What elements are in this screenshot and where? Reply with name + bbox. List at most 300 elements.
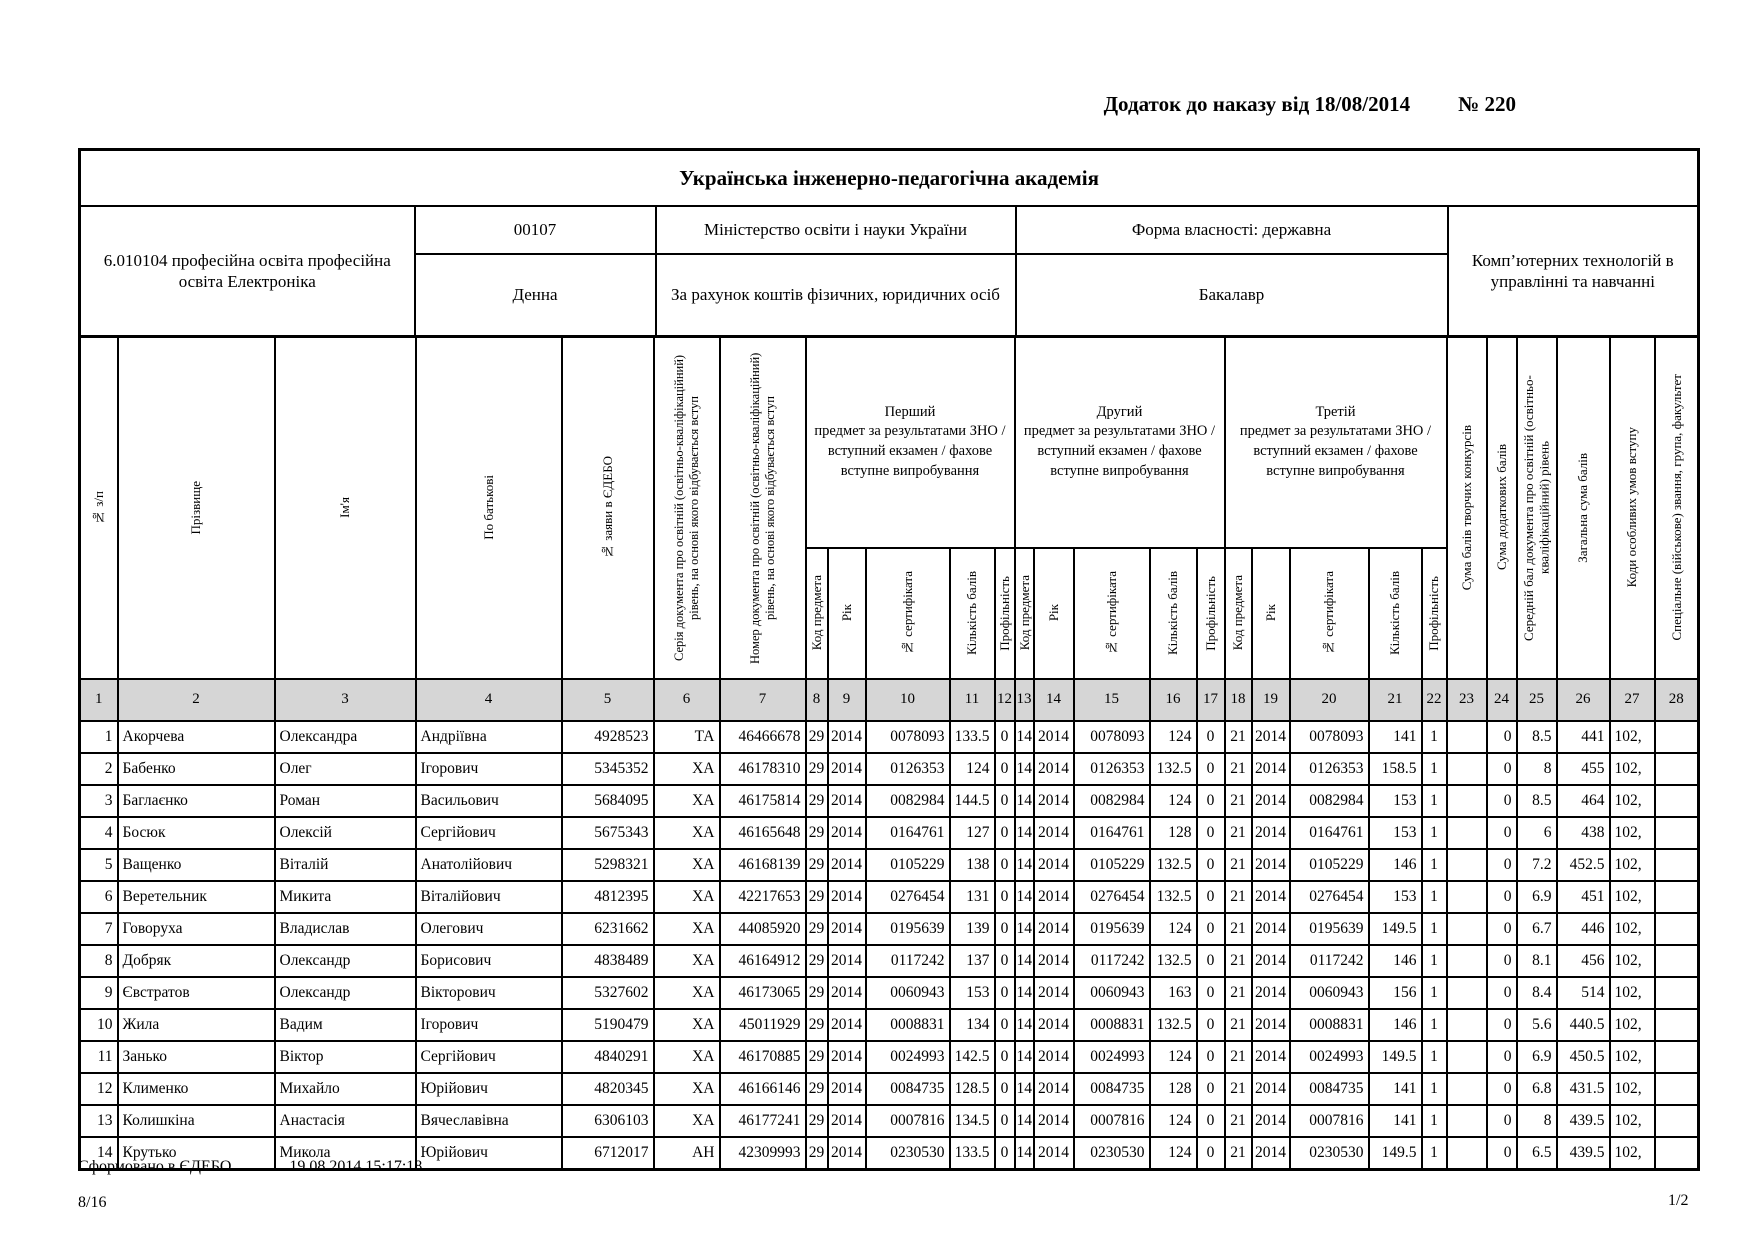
applicant-cell: 0276454 [1074, 881, 1150, 913]
applicant-cell: Олег [275, 753, 416, 785]
applicant-cell: Віталійович [416, 881, 562, 913]
applicant-cell: Юрійович [416, 1073, 562, 1105]
applicant-cell: 0024993 [1290, 1041, 1369, 1073]
applicant-cell [1655, 721, 1699, 753]
applicant-cell: 21 [1225, 1073, 1252, 1105]
applicant-cell: 21 [1225, 1137, 1252, 1170]
applicant-cell: Добряк [118, 945, 275, 977]
applicant-cell: Ващенко [118, 849, 275, 881]
applicant-cell: 0 [1487, 753, 1517, 785]
column-header [1197, 548, 1225, 679]
column-number: 24 [1487, 679, 1517, 721]
applicant-cell: 0 [1197, 1041, 1225, 1073]
applicant-cell: 0 [1487, 913, 1517, 945]
applicant-cell: 2014 [1034, 881, 1074, 913]
applicant-cell: Микита [275, 881, 416, 913]
column-header-label: Профільність [1426, 575, 1442, 651]
applicant-cell: 14 [1015, 1041, 1034, 1073]
applicant-cell: 29 [806, 785, 828, 817]
applicant-cell: 8 [80, 945, 118, 977]
applicant-cell: 102, [1610, 913, 1655, 945]
applicant-cell: 102, [1610, 1137, 1655, 1170]
applicant-cell: 14 [1015, 785, 1034, 817]
applicant-cell: 0 [995, 1009, 1015, 1041]
applicant-cell: 451 [1557, 881, 1610, 913]
applicant-cell: Говоруха [118, 913, 275, 945]
applicant-cell: Сергійович [416, 1041, 562, 1073]
applicant-cell: 1 [1422, 817, 1447, 849]
applicant-cell: 5684095 [562, 785, 654, 817]
ownership-cell: Форма власності: державна [1016, 206, 1448, 254]
column-header [654, 336, 720, 679]
subject-group-header [1015, 336, 1225, 548]
applicant-cell: 2 [80, 753, 118, 785]
column-number: 1 [80, 679, 118, 721]
applicant-cell: 0082984 [1074, 785, 1150, 817]
applicant-cell: 128 [1150, 817, 1197, 849]
applicant-cell: 2014 [828, 1073, 866, 1105]
applicant-cell: 2014 [1252, 721, 1290, 753]
applicant-row [80, 785, 1699, 817]
applicant-cell: 21 [1225, 753, 1252, 785]
applicant-cell: 0078093 [1290, 721, 1369, 753]
column-number: 13 [1015, 679, 1034, 721]
applicant-cell: 0060943 [1074, 977, 1150, 1009]
applicant-row [80, 849, 1699, 881]
applicant-row [80, 977, 1699, 1009]
applicant-cell: 14 [1015, 1105, 1034, 1137]
applicant-cell: Анатолійович [416, 849, 562, 881]
column-header [720, 336, 806, 679]
applicant-cell: 0 [995, 1105, 1015, 1137]
applicant-cell [1655, 753, 1699, 785]
applicant-cell: ТА [654, 721, 720, 753]
applicant-cell: 21 [1225, 881, 1252, 913]
applicant-cell: 2014 [1252, 977, 1290, 1009]
column-header-label: Рік [838, 604, 854, 622]
applicant-cell: 3 [80, 785, 118, 817]
applicant-cell: 46177241 [720, 1105, 806, 1137]
applicant-cell: 158.5 [1369, 753, 1422, 785]
generated-label: Сформовано в ЄДЕБО [78, 1158, 232, 1175]
applicant-cell: 0078093 [1074, 721, 1150, 753]
applicant-cell: 0024993 [866, 1041, 950, 1073]
applicant-cell: 14 [1015, 1009, 1034, 1041]
column-header-label: Загальна сума балів [1575, 452, 1591, 563]
applicant-cell: 2014 [828, 1137, 866, 1170]
applicant-cell: 102, [1610, 1073, 1655, 1105]
applicant-cell: 132.5 [1150, 753, 1197, 785]
applicant-cell: 124 [1150, 1137, 1197, 1170]
applicant-cell: 0 [995, 849, 1015, 881]
column-header [275, 336, 416, 679]
applicant-cell: 1 [80, 721, 118, 753]
applicant-cell: 1 [1422, 1073, 1447, 1105]
applicant-cell: 149.5 [1369, 1041, 1422, 1073]
applicant-cell: 0084735 [1074, 1073, 1150, 1105]
applicant-cell: 44085920 [720, 913, 806, 945]
applicant-cell: 21 [1225, 849, 1252, 881]
applicant-cell: 0 [1487, 1009, 1517, 1041]
funding-cell: За рахунок коштів фізичних, юридичних осіб [656, 254, 1016, 336]
applicant-cell: 29 [806, 1105, 828, 1137]
applicant-cell: Клименко [118, 1073, 275, 1105]
applicant-cell: 102, [1610, 881, 1655, 913]
applicant-cell: 0060943 [1290, 977, 1369, 1009]
applicant-cell: 141 [1369, 721, 1422, 753]
column-header [1557, 336, 1610, 679]
column-header [866, 548, 950, 679]
applicant-cell: 14 [1015, 721, 1034, 753]
applicant-cell: 4928523 [562, 721, 654, 753]
applicant-cell: 0 [1487, 785, 1517, 817]
applicant-cell: 29 [806, 977, 828, 1009]
subject-group-header [806, 336, 1015, 548]
applicant-cell: Анастасія [275, 1105, 416, 1137]
applicant-cell: 0126353 [1290, 753, 1369, 785]
applicant-cell: 46173065 [720, 977, 806, 1009]
applicant-cell: 46166146 [720, 1073, 806, 1105]
applicant-cell: 4 [80, 817, 118, 849]
applicant-cell: 5675343 [562, 817, 654, 849]
column-header [118, 336, 275, 679]
applicant-cell: 0 [1197, 785, 1225, 817]
applicant-cell: 146 [1369, 945, 1422, 977]
applicant-cell: 2014 [1034, 945, 1074, 977]
column-header-label: Ім'я [337, 497, 353, 518]
applicant-cell: 1 [1422, 881, 1447, 913]
applicant-cell: Олександр [275, 977, 416, 1009]
applicant-cell: 0 [1487, 849, 1517, 881]
applicant-row [80, 945, 1699, 977]
column-number: 16 [1150, 679, 1197, 721]
column-number: 15 [1074, 679, 1150, 721]
applicant-cell: 4820345 [562, 1073, 654, 1105]
table-header [80, 336, 1699, 721]
subject-group-name: Другий [1096, 403, 1143, 420]
applicant-cell: 0 [995, 753, 1015, 785]
applicant-cell: 0 [995, 881, 1015, 913]
applicant-cell: 0230530 [866, 1137, 950, 1170]
applicant-cell: 131 [950, 881, 995, 913]
applicant-cell: 2014 [1034, 1041, 1074, 1073]
column-header-label: Середній бал документа про освітній (освітньо-кваліфікаційний) рівень [1521, 374, 1552, 641]
column-header [1422, 548, 1447, 679]
applicant-cell: Роман [275, 785, 416, 817]
applicant-cell: 6712017 [562, 1137, 654, 1170]
applicant-cell [1447, 1137, 1487, 1170]
applicant-cell: 21 [1225, 785, 1252, 817]
applicant-cell: Крутько [118, 1137, 275, 1170]
order-annotation-text: Додаток до наказу від 18/08/2014 [1103, 92, 1411, 116]
applicant-cell: 6.8 [1517, 1073, 1557, 1105]
applicant-cell: 29 [806, 721, 828, 753]
applicant-cell: 0 [1487, 1041, 1517, 1073]
applicant-cell: 29 [806, 817, 828, 849]
applicant-cell: 0007816 [1074, 1105, 1150, 1137]
applicant-cell: 124 [1150, 721, 1197, 753]
applicant-cell: 21 [1225, 721, 1252, 753]
applicant-cell: 2014 [828, 817, 866, 849]
applicant-cell: 5327602 [562, 977, 654, 1009]
applicant-cell: 0276454 [866, 881, 950, 913]
applicant-cell: 2014 [828, 977, 866, 1009]
column-number: 12 [995, 679, 1015, 721]
column-number: 14 [1034, 679, 1074, 721]
ministry-cell: Міністерство освіти і науки України [656, 206, 1016, 254]
column-number: 26 [1557, 679, 1610, 721]
applicant-cell: 2014 [1034, 849, 1074, 881]
applicant-cell [1655, 1009, 1699, 1041]
applicant-cell: 153 [1369, 785, 1422, 817]
applicant-cell: 2014 [1034, 913, 1074, 945]
applicant-cell: 4812395 [562, 881, 654, 913]
applicant-cell: 2014 [1252, 849, 1290, 881]
applicant-cell: Владислав [275, 913, 416, 945]
applicant-cell: ХА [654, 817, 720, 849]
applicant-cell: 29 [806, 1137, 828, 1170]
applicant-cell: Юрійович [416, 1137, 562, 1170]
applicant-cell: 132.5 [1150, 849, 1197, 881]
applicant-cell: Сергійович [416, 817, 562, 849]
applicant-cell: 0195639 [1290, 913, 1369, 945]
order-annotation-number: № 220 [1458, 92, 1516, 116]
applicant-cell: 128 [1150, 1073, 1197, 1105]
applicant-cell: 8 [1517, 1105, 1557, 1137]
applicant-cell: 2014 [1252, 785, 1290, 817]
applicant-cell: 46178310 [720, 753, 806, 785]
applicant-cell: 0 [995, 977, 1015, 1009]
subject-group-name: Перший [884, 403, 936, 420]
applicant-cell: Баглаєнко [118, 785, 275, 817]
applicant-cell: Вадим [275, 1009, 416, 1041]
applicant-cell: Вікторович [416, 977, 562, 1009]
applicant-cell: 0 [1487, 1105, 1517, 1137]
column-number: 20 [1290, 679, 1369, 721]
column-header-label: Код предмета [1016, 575, 1032, 651]
applicant-cell: 7 [80, 913, 118, 945]
applicant-cell: 1 [1422, 945, 1447, 977]
applicant-cell: 29 [806, 913, 828, 945]
applicant-cell: 46175814 [720, 785, 806, 817]
applicant-cell: 29 [806, 849, 828, 881]
applicant-cell: 149.5 [1369, 1137, 1422, 1170]
applicant-cell: 2014 [1252, 945, 1290, 977]
sheet-number: 1/2 [1668, 1192, 1689, 1209]
applicant-cell: 29 [806, 753, 828, 785]
column-number: 22 [1422, 679, 1447, 721]
applicant-cell: 0164761 [866, 817, 950, 849]
applicant-cell: 6.5 [1517, 1137, 1557, 1170]
applicant-cell [1655, 817, 1699, 849]
column-header-label: Код предмета [1230, 575, 1246, 651]
applicant-cell: 132.5 [1150, 1009, 1197, 1041]
applicant-cell: 0 [1487, 817, 1517, 849]
applicant-cell: 127 [950, 817, 995, 849]
applicant-cell: 163 [1150, 977, 1197, 1009]
column-header-label: № сертифіката [1321, 570, 1337, 656]
applicant-cell: 2014 [1252, 1009, 1290, 1041]
applicant-cell: 0082984 [1290, 785, 1369, 817]
column-header [1369, 548, 1422, 679]
applicant-cell: 46164912 [720, 945, 806, 977]
applicant-cell: 0082984 [866, 785, 950, 817]
column-number: 19 [1252, 679, 1290, 721]
applicant-cell: 0078093 [866, 721, 950, 753]
applicant-cell: 2014 [828, 1009, 866, 1041]
column-number: 17 [1197, 679, 1225, 721]
column-header [1610, 336, 1655, 679]
applicant-cell: 5298321 [562, 849, 654, 881]
applicant-cell: 14 [1015, 945, 1034, 977]
applicant-cell: 102, [1610, 817, 1655, 849]
column-header-label: Сума додаткових балів [1493, 444, 1509, 571]
applicant-cell: 128.5 [950, 1073, 995, 1105]
applicant-cell: Веретельник [118, 881, 275, 913]
applicant-cell: 2014 [828, 849, 866, 881]
column-number: 9 [828, 679, 866, 721]
applicant-cell: 7.2 [1517, 849, 1557, 881]
applicant-cell: 1 [1422, 849, 1447, 881]
applicant-cell: 439.5 [1557, 1105, 1610, 1137]
applicant-cell: 1 [1422, 1041, 1447, 1073]
column-header-label: Код предмета [808, 575, 824, 651]
applicant-cell: 0117242 [1074, 945, 1150, 977]
applicant-cell: 0084735 [1290, 1073, 1369, 1105]
applicant-cell: 146 [1369, 1009, 1422, 1041]
applicant-cell: 137 [950, 945, 995, 977]
applicant-cell: Занько [118, 1041, 275, 1073]
applicant-cell: 0230530 [1290, 1137, 1369, 1170]
applicant-cell: 2014 [1034, 977, 1074, 1009]
column-header [950, 548, 995, 679]
applicant-cell: 0 [1487, 1073, 1517, 1105]
applicant-cell: 6 [80, 881, 118, 913]
institution-code-cell: 00107 [415, 206, 656, 254]
applicants-table [78, 335, 1700, 1171]
subject-group-header [1225, 336, 1447, 548]
applicant-cell: 6.9 [1517, 881, 1557, 913]
applicant-row [80, 1105, 1699, 1137]
applicant-cell: 0 [1487, 945, 1517, 977]
applicant-cell: 452.5 [1557, 849, 1610, 881]
applicant-cell: 42309993 [720, 1137, 806, 1170]
applicant-cell: 0 [1197, 753, 1225, 785]
applicant-cell: 4840291 [562, 1041, 654, 1073]
applicant-cell: 0 [995, 1073, 1015, 1105]
applicant-cell: 0 [995, 721, 1015, 753]
applicant-cell: 0 [995, 1041, 1015, 1073]
applicant-cell: 2014 [1034, 1009, 1074, 1041]
info-table [78, 148, 1700, 338]
applicant-cell: 2014 [828, 1105, 866, 1137]
applicant-cell: 2014 [1034, 785, 1074, 817]
applicant-cell: 431.5 [1557, 1073, 1610, 1105]
applicant-cell: 0 [1197, 1009, 1225, 1041]
column-header-label: Профільність [1202, 575, 1218, 651]
applicant-cell [1447, 1073, 1487, 1105]
applicant-cell: Ігорович [416, 1009, 562, 1041]
column-number: 18 [1225, 679, 1252, 721]
applicant-cell: 0195639 [866, 913, 950, 945]
applicant-cell: 144.5 [950, 785, 995, 817]
applicant-cell: ХА [654, 1041, 720, 1073]
applicant-cell: 46170885 [720, 1041, 806, 1073]
applicant-cell: 1 [1422, 1105, 1447, 1137]
applicant-cell: 0 [1197, 913, 1225, 945]
applicant-row [80, 913, 1699, 945]
column-header-label: Номер документа про освітній (освітньо-кваліфікаційний) рівень, на основі якого відбувається вступ [747, 351, 777, 664]
applicant-cell: 124 [1150, 1041, 1197, 1073]
applicant-cell: 8 [1517, 753, 1557, 785]
applicant-cell: 6.9 [1517, 1041, 1557, 1073]
applicant-cell: 102, [1610, 977, 1655, 1009]
applicant-cell: 464 [1557, 785, 1610, 817]
applicant-cell: 0117242 [1290, 945, 1369, 977]
column-header [1074, 548, 1150, 679]
applicant-row [80, 1041, 1699, 1073]
applicant-cell: 102, [1610, 785, 1655, 817]
column-header [1225, 548, 1252, 679]
applicant-cell: 2014 [828, 753, 866, 785]
applicant-cell: 10 [80, 1009, 118, 1041]
applicant-cell: ХА [654, 1009, 720, 1041]
applicant-cell: 1 [1422, 977, 1447, 1009]
applicant-cell: 2014 [1252, 1073, 1290, 1105]
department-cell: Комп’ютерних технологій в управлінні та навчанні [1448, 206, 1699, 336]
applicant-cell: 2014 [828, 1041, 866, 1073]
applicant-cell: 0 [1197, 1137, 1225, 1170]
table-body [80, 721, 1699, 1170]
applicant-cell: 0 [1487, 881, 1517, 913]
applicant-cell: 6306103 [562, 1105, 654, 1137]
applicant-cell: Андріївна [416, 721, 562, 753]
column-header-label: № заяви в ЄДЕБО [599, 455, 615, 560]
applicant-cell: 438 [1557, 817, 1610, 849]
column-header-label: Кількість балів [964, 571, 980, 655]
column-header [80, 336, 118, 679]
column-header [1150, 548, 1197, 679]
applicant-cell: 0007816 [866, 1105, 950, 1137]
applicant-cell: ХА [654, 913, 720, 945]
applicant-cell: 42217653 [720, 881, 806, 913]
applicant-cell: Михайло [275, 1073, 416, 1105]
column-number: 23 [1447, 679, 1487, 721]
column-header [1252, 548, 1290, 679]
applicant-cell [1447, 945, 1487, 977]
applicant-cell: 446 [1557, 913, 1610, 945]
column-header [1447, 336, 1487, 679]
column-number: 6 [654, 679, 720, 721]
applicant-cell: 21 [1225, 977, 1252, 1009]
applicant-row [80, 881, 1699, 913]
applicant-cell: 1 [1422, 753, 1447, 785]
applicant-cell: 440.5 [1557, 1009, 1610, 1041]
applicant-cell [1447, 753, 1487, 785]
order-annotation [0, 92, 1516, 117]
applicant-cell: 21 [1225, 913, 1252, 945]
applicant-cell: 29 [806, 1073, 828, 1105]
applicant-cell: ХА [654, 881, 720, 913]
applicant-cell: 46168139 [720, 849, 806, 881]
subject-group-name: Третій [1315, 403, 1356, 420]
applicant-cell: 2014 [1034, 1073, 1074, 1105]
applicant-cell: 2014 [1034, 1137, 1074, 1170]
applicant-cell [1447, 721, 1487, 753]
applicant-cell: 46466678 [720, 721, 806, 753]
subject-group-desc: предмет за результатами ЗНО / вступний екзамен / фахове вступне випробування [1239, 423, 1432, 479]
applicant-cell: 6 [1517, 817, 1557, 849]
